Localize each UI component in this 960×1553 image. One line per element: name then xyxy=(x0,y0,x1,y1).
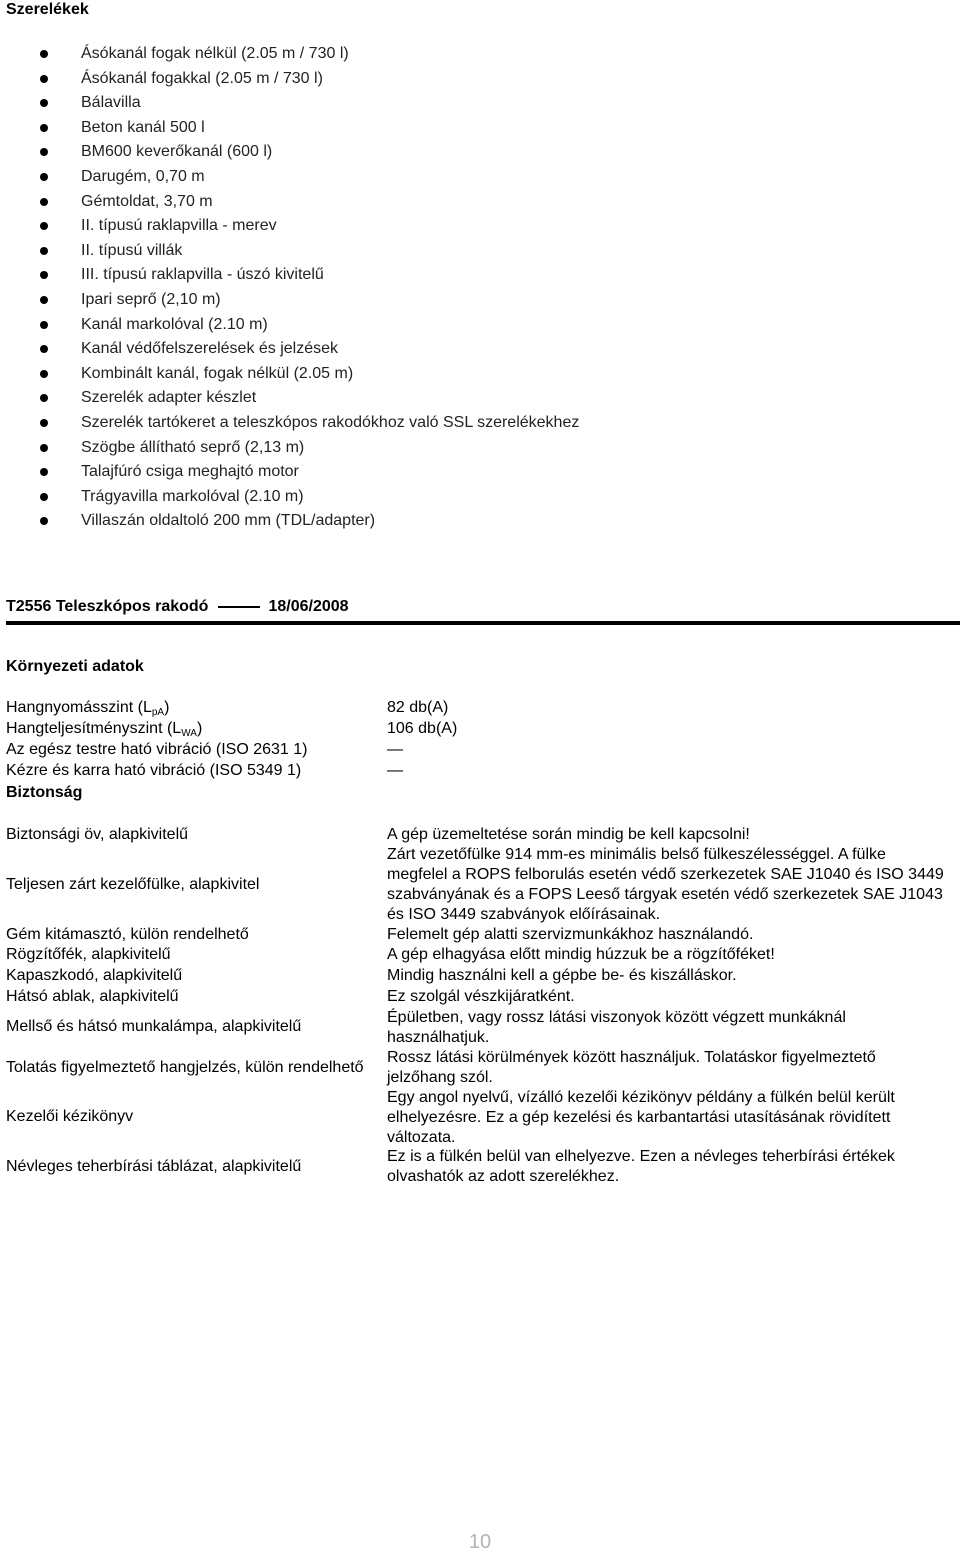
list-item xyxy=(0,486,960,511)
safety-label: Biztonsági öv, alapkivitelű xyxy=(6,826,189,843)
environment-value: 106 db(A) xyxy=(387,720,458,737)
safety-label: Tolatás figyelmeztető hangjelzés, külön rendelhető xyxy=(6,1059,364,1076)
environment-value: 82 db(A) xyxy=(387,699,449,716)
list-item-label: Trágyavilla markolóval (2.10 m) xyxy=(81,487,304,505)
safety-description: Ez szolgál vészkijáratként. xyxy=(387,988,575,1005)
list-item-label: Kanál védőfelszerelések és jelzések xyxy=(81,340,339,358)
safety-title: Biztonság xyxy=(6,784,83,801)
safety-label: Mellső és hátsó munkalámpa, alapkivitelű xyxy=(6,1018,302,1035)
list-item-label: Gémtoldat, 3,70 m xyxy=(81,192,213,210)
list-item-label: Szerelék tartókeret a teleszkópos rakodókhoz való SSL szerelékekhez xyxy=(81,413,580,431)
list-item xyxy=(0,363,960,388)
safety-label: Teljesen zárt kezelőfülke, alapkivitel xyxy=(6,876,260,893)
list-item xyxy=(0,412,960,437)
bullet-icon xyxy=(40,321,48,329)
bullet-icon xyxy=(40,173,48,181)
list-item-label: Beton kanál 500 l xyxy=(81,118,205,136)
environment-label: Hangteljesítményszint $(L_{WA})$ xyxy=(6,720,203,739)
bullet-icon xyxy=(40,198,48,206)
list-item xyxy=(0,141,960,166)
safety-label: Gém kitámasztó, külön rendelhető xyxy=(6,926,249,943)
safety-label: Névleges teherbírási táblázat, alapkivitelű xyxy=(6,1158,302,1175)
list-item-label: BM600 keverőkanál (600 l) xyxy=(81,143,273,161)
accessory-list xyxy=(0,43,960,535)
safety-description: Rossz látási körülmények között használjuk. Tolatáskor figyelmeztető jelzőhang szól. xyxy=(387,1049,876,1086)
environment-label: Az egész testre ható vibráció (ISO 2631 1) xyxy=(6,741,308,758)
list-item-label: Szögbe állítható seprő (2,13 m) xyxy=(81,438,305,456)
bullet-icon xyxy=(40,296,48,304)
header-divider xyxy=(6,621,960,625)
list-item xyxy=(0,264,960,289)
list-item xyxy=(0,191,960,216)
safety-description: Zárt vezetőfülke 914 mm-es minimális belső fülkeszélességgel. A fülke megfelel a ROPS felborulás esetén védő szerkezetek SAE J1040 és ISO 3449 szabványának és a FOPS Leeső tárgyak esetén védő szerkezetek SAE J1043 és ISO 3449 szabványok előírásainak. xyxy=(387,846,944,923)
list-item-label: Ásókanál fogakkal (2.05 m / 730 l) xyxy=(81,69,323,87)
safety-label: Rögzítőfék, alapkivitelű xyxy=(6,946,171,963)
section-title: Szerelékek xyxy=(6,1,89,18)
list-item xyxy=(0,437,960,462)
list-item-label: Darugém, 0,70 m xyxy=(81,167,205,185)
safety-description: Felemelt gép alatti szervizmunkákhoz használandó. xyxy=(387,926,754,943)
safety-description: Ez is a fülkén belül van elhelyezve. Ezen a névleges teherbírási értékek olvashatók az adott szerelékhez. xyxy=(387,1148,895,1185)
list-item xyxy=(0,68,960,93)
list-item xyxy=(0,92,960,117)
bullet-icon xyxy=(40,345,48,353)
header-dash xyxy=(218,606,260,608)
list-item xyxy=(0,240,960,265)
safety-description: Mindig használni kell a gépbe be- és kiszálláskor. xyxy=(387,967,737,984)
bullet-icon xyxy=(40,247,48,255)
list-item xyxy=(0,314,960,339)
safety-label: Hátsó ablak, alapkivitelű xyxy=(6,988,179,1005)
environment-label: Hangnyomásszint $(L_{pA})$ xyxy=(6,699,170,718)
environment-value: — xyxy=(387,741,403,758)
list-item xyxy=(0,338,960,363)
safety-label: Kapaszkodó, alapkivitelű xyxy=(6,967,183,984)
list-item xyxy=(0,510,960,535)
list-item xyxy=(0,43,960,68)
bullet-icon xyxy=(40,394,48,402)
list-item xyxy=(0,289,960,314)
list-item xyxy=(0,117,960,142)
list-item xyxy=(0,387,960,412)
model-header xyxy=(6,596,349,618)
list-item-label: Talajfúró csiga meghajtó motor xyxy=(81,463,299,481)
list-item-label: II. típusú villák xyxy=(81,241,183,259)
bullet-icon xyxy=(40,370,48,378)
list-item xyxy=(0,461,960,486)
bullet-icon xyxy=(40,148,48,156)
bullet-icon xyxy=(40,444,48,452)
list-item-label: II. típusú raklapvilla - merev xyxy=(81,217,277,235)
bullet-icon xyxy=(40,50,48,58)
bullet-icon xyxy=(40,419,48,427)
bullet-icon xyxy=(40,222,48,230)
model-date: 18/06/2008 xyxy=(268,598,349,615)
page-number: 10 xyxy=(468,1531,492,1553)
list-item-label: Ipari seprő (2,10 m) xyxy=(81,290,221,308)
safety-description: A gép elhagyása előtt mindig húzzuk be a rögzítőféket! xyxy=(387,946,775,963)
environment-value: — xyxy=(387,762,403,779)
list-item-label: Ásókanál fogak nélkül (2.05 m / 730 l) xyxy=(81,45,349,62)
environment-title: Környezeti adatok xyxy=(6,658,144,675)
model-name: T2556 Teleszkópos rakodó xyxy=(6,598,209,615)
bullet-icon xyxy=(40,271,48,279)
safety-description: A gép üzemeltetése során mindig be kell kapcsolni! xyxy=(387,826,750,843)
list-item xyxy=(0,166,960,191)
safety-label: Kezelői kézikönyv xyxy=(6,1108,134,1125)
bullet-icon xyxy=(40,493,48,501)
list-item xyxy=(0,215,960,240)
environment-label: Kézre és karra ható vibráció (ISO 5349 1) xyxy=(6,762,302,779)
list-item-label: Szerelék adapter készlet xyxy=(81,389,257,407)
bullet-icon xyxy=(40,124,48,132)
bullet-icon xyxy=(40,517,48,525)
list-item-label: Bálavilla xyxy=(81,94,141,112)
bullet-icon xyxy=(40,468,48,476)
safety-description: Egy angol nyelvű, vízálló kezelői kézikönyv példány a fülkén belül került elhelyezésre. Ez a gép kezelési és karbantartási utasításának rövidített változata. xyxy=(387,1089,895,1146)
safety-description: Épületben, vagy rossz látási viszonyok között végzett munkáknál használhatjuk. xyxy=(387,1009,846,1046)
list-item-label: III. típusú raklapvilla - úszó kivitelű xyxy=(81,266,324,284)
bullet-icon xyxy=(40,99,48,107)
bullet-icon xyxy=(40,75,48,83)
list-item-label: Kombinált kanál, fogak nélkül (2.05 m) xyxy=(81,364,354,382)
list-item-label: Villaszán oldaltoló 200 mm (TDL/adapter) xyxy=(81,512,376,530)
list-item-label: Kanál markolóval (2.10 m) xyxy=(81,315,268,333)
